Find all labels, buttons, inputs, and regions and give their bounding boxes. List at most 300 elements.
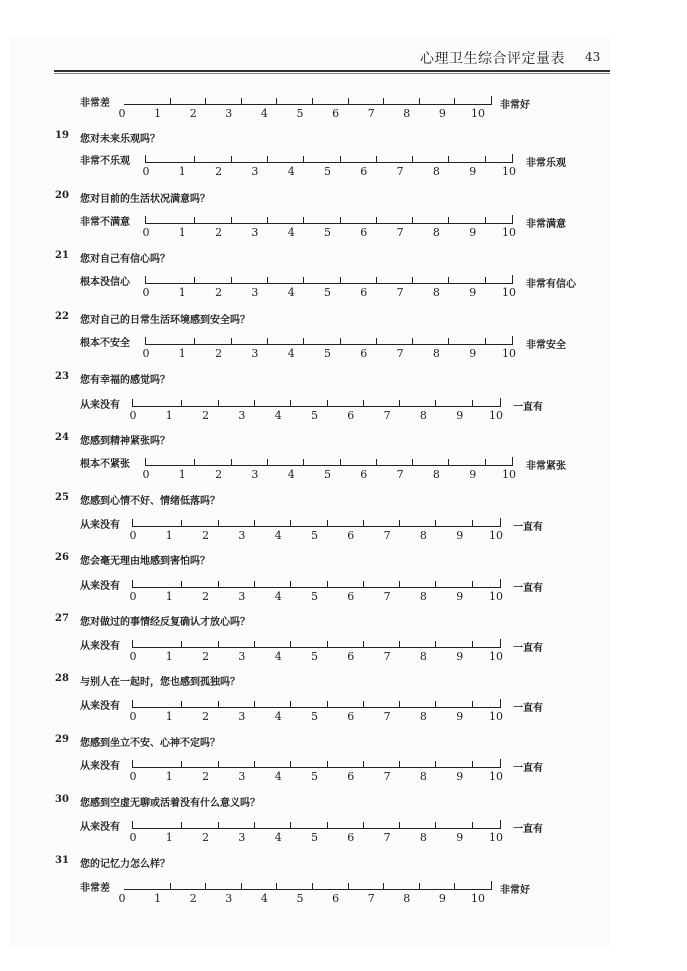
scale-number[interactable]: 1 <box>165 650 173 663</box>
scale-number[interactable]: 3 <box>238 650 246 663</box>
scale-tick <box>412 217 413 223</box>
scale-tick <box>348 883 349 889</box>
rating-scale[interactable] <box>0 637 687 667</box>
scale-number[interactable]: 4 <box>287 347 295 360</box>
scale-number[interactable]: 9 <box>456 831 464 844</box>
scale-axis-line <box>132 526 500 527</box>
scale-number[interactable]: 9 <box>469 165 477 178</box>
scale-tick <box>181 400 182 406</box>
scale-number[interactable]: 3 <box>238 409 246 422</box>
scale-number[interactable]: 8 <box>419 529 427 542</box>
scale-number[interactable]: 1 <box>178 468 186 481</box>
scale-tick <box>472 761 473 767</box>
rating-scale[interactable] <box>0 94 687 124</box>
scale-right-label: 非常满意 <box>526 219 566 230</box>
scale-right-label: 一直有 <box>513 402 543 413</box>
scale-tick <box>363 822 364 828</box>
scale-left-label: 非常差 <box>80 98 110 109</box>
scale-number[interactable]: 4 <box>274 770 282 783</box>
scale-number[interactable]: 7 <box>396 468 404 481</box>
scale-axis-line <box>132 828 500 829</box>
scale-number[interactable]: 6 <box>360 347 368 360</box>
question-number: 30 <box>55 794 69 805</box>
scale-tick <box>399 761 400 767</box>
scale-number[interactable]: 7 <box>383 831 391 844</box>
scale-number[interactable]: 4 <box>260 107 268 120</box>
scale-number[interactable]: 7 <box>383 409 391 422</box>
scale-tick <box>472 641 473 647</box>
scale-tick <box>340 156 341 162</box>
scale-axis-line <box>145 223 512 224</box>
question-text: 您对自己的日常生活环境感到安全吗？ <box>80 315 250 326</box>
page-number: 43 <box>585 50 601 64</box>
scale-tick <box>218 520 219 526</box>
scale-tick <box>290 641 291 647</box>
scale-number[interactable]: 8 <box>419 409 427 422</box>
scale-number[interactable]: 0 <box>118 892 126 905</box>
scale-tick <box>303 156 304 162</box>
scale-number[interactable]: 9 <box>469 468 477 481</box>
scale-number[interactable]: 1 <box>165 770 173 783</box>
scale-tick <box>327 701 328 707</box>
scale-tick <box>454 883 455 889</box>
rating-scale[interactable] <box>0 697 687 727</box>
scale-number[interactable]: 0 <box>142 347 150 360</box>
scale-number[interactable]: 0 <box>142 226 150 239</box>
scale-number[interactable]: 8 <box>419 831 427 844</box>
scale-number[interactable]: 6 <box>347 710 355 723</box>
scale-number[interactable]: 5 <box>311 590 318 603</box>
scale-number[interactable]: 9 <box>469 286 477 299</box>
scale-number[interactable]: 7 <box>367 892 375 905</box>
scale-number[interactable]: 1 <box>154 892 162 905</box>
scale-number[interactable]: 4 <box>274 409 282 422</box>
scale-left-label: 从来没有 <box>80 761 120 772</box>
scale-number[interactable]: 7 <box>367 107 375 120</box>
scale-number[interactable]: 10 <box>489 650 503 663</box>
scale-tick <box>303 338 304 344</box>
scale-tick <box>448 277 449 283</box>
scale-number[interactable]: 2 <box>202 650 210 663</box>
scale-number[interactable]: 6 <box>360 226 368 239</box>
scale-number[interactable]: 0 <box>129 831 137 844</box>
scale-number[interactable]: 10 <box>489 831 503 844</box>
scale-tick <box>376 156 377 162</box>
scale-tick <box>181 641 182 647</box>
scale-tick <box>254 822 255 828</box>
question-text: 您有幸福的感觉吗？ <box>80 375 170 386</box>
scale-number[interactable]: 6 <box>360 165 368 178</box>
scale-number[interactable]: 10 <box>489 710 503 723</box>
scale-tick <box>412 338 413 344</box>
running-head-title: 心理卫生综合评定量表 <box>420 51 565 67</box>
scale-axis-line <box>132 707 500 708</box>
scale-number[interactable]: 6 <box>332 892 340 905</box>
scale-number[interactable]: 7 <box>396 226 404 239</box>
scale-number[interactable]: 7 <box>396 347 404 360</box>
scale-tick <box>290 761 291 767</box>
scale-tick <box>205 98 206 104</box>
scale-number[interactable]: 10 <box>502 165 516 178</box>
scale-number[interactable]: 6 <box>360 286 368 299</box>
scale-number[interactable]: 10 <box>489 590 503 603</box>
scale-number[interactable]: 5 <box>311 770 318 783</box>
scale-number[interactable]: 8 <box>432 286 440 299</box>
scale-number[interactable]: 10 <box>502 347 516 360</box>
scale-number[interactable]: 5 <box>311 409 318 422</box>
scale-left-cap <box>132 700 133 707</box>
scale-tick <box>485 338 486 344</box>
question-text: 您对自己有信心吗？ <box>80 254 170 265</box>
scale-tick <box>254 581 255 587</box>
scale-number[interactable]: 4 <box>260 892 268 905</box>
scale-number[interactable]: 3 <box>251 468 259 481</box>
scale-tick <box>312 883 313 889</box>
scale-tick <box>290 822 291 828</box>
scale-number[interactable]: 3 <box>251 226 259 239</box>
rating-scale[interactable] <box>0 577 687 607</box>
scale-number[interactable]: 1 <box>178 286 186 299</box>
scale-number[interactable]: 9 <box>438 107 446 120</box>
scale-left-cap <box>132 519 133 526</box>
scale-left-cap <box>145 216 146 223</box>
scale-tick <box>435 581 436 587</box>
rating-scale[interactable] <box>0 213 687 243</box>
scale-number[interactable]: 1 <box>178 347 186 360</box>
scale-right-cap <box>495 518 501 527</box>
scale-tick <box>327 520 328 526</box>
rating-scale[interactable] <box>0 334 687 364</box>
scale-number[interactable]: 2 <box>215 165 223 178</box>
scale-left-label: 从来没有 <box>80 520 120 531</box>
scale-tick <box>241 98 242 104</box>
question-number: 26 <box>55 552 69 563</box>
scale-tick <box>267 338 268 344</box>
scale-tick <box>363 761 364 767</box>
scale-number[interactable]: 5 <box>324 165 331 178</box>
question-number: 25 <box>55 492 69 503</box>
scale-number[interactable]: 7 <box>396 165 404 178</box>
scale-tick <box>376 338 377 344</box>
scale-number[interactable]: 4 <box>287 286 295 299</box>
scale-tick <box>218 581 219 587</box>
scale-tick <box>181 581 182 587</box>
scale-number[interactable]: 6 <box>347 529 355 542</box>
scale-tick <box>194 338 195 344</box>
scale-tick <box>472 822 473 828</box>
scale-tick <box>435 701 436 707</box>
scale-tick <box>419 98 420 104</box>
scale-number[interactable]: 9 <box>456 770 464 783</box>
scale-number[interactable]: 1 <box>178 165 186 178</box>
scale-number[interactable]: 3 <box>251 286 259 299</box>
scale-number[interactable]: 4 <box>274 529 282 542</box>
scale-number[interactable]: 8 <box>403 107 411 120</box>
scale-left-cap <box>132 640 133 647</box>
scale-tick <box>231 338 232 344</box>
scale-axis-line <box>132 406 500 407</box>
header-rule-thin <box>54 73 610 74</box>
scale-number[interactable]: 7 <box>383 529 391 542</box>
scale-number[interactable]: 8 <box>403 892 411 905</box>
question-number: 20 <box>55 190 69 201</box>
scale-number[interactable]: 1 <box>165 529 173 542</box>
scale-number[interactable]: 10 <box>489 409 503 422</box>
scale-tick <box>170 883 171 889</box>
scale-tick <box>435 400 436 406</box>
scale-number[interactable]: 4 <box>274 831 282 844</box>
scale-number[interactable]: 5 <box>296 892 304 905</box>
scale-number[interactable]: 0 <box>129 650 137 663</box>
scale-number[interactable]: 1 <box>165 710 173 723</box>
scale-number[interactable]: 1 <box>165 409 173 422</box>
scale-right-label: 非常安全 <box>526 340 566 351</box>
scale-number[interactable]: 3 <box>238 831 246 844</box>
scale-tick <box>194 217 195 223</box>
scale-tick <box>218 400 219 406</box>
scale-number[interactable]: 7 <box>383 650 391 663</box>
scale-axis-line <box>132 647 500 648</box>
scale-axis-line <box>145 162 512 163</box>
scale-number[interactable]: 8 <box>432 347 440 360</box>
scale-number[interactable]: 9 <box>456 710 464 723</box>
rating-scale[interactable] <box>0 152 687 182</box>
scale-right-label: 一直有 <box>513 583 543 594</box>
scale-number[interactable]: 1 <box>165 590 173 603</box>
scale-number[interactable]: 1 <box>165 831 173 844</box>
scale-number[interactable]: 4 <box>287 226 295 239</box>
rating-scale[interactable] <box>0 396 687 426</box>
scale-right-cap <box>495 759 501 768</box>
scale-tick <box>448 156 449 162</box>
scale-right-cap <box>495 699 501 708</box>
scale-number[interactable]: 5 <box>324 468 331 481</box>
scale-right-cap <box>507 457 513 466</box>
scale-number[interactable]: 3 <box>225 892 233 905</box>
scale-tick <box>254 701 255 707</box>
scale-number[interactable]: 2 <box>202 409 210 422</box>
scale-tick <box>231 217 232 223</box>
scale-number[interactable]: 8 <box>432 165 440 178</box>
rating-scale[interactable] <box>0 757 687 787</box>
scale-number[interactable]: 4 <box>274 710 282 723</box>
scale-number[interactable]: 5 <box>324 286 331 299</box>
scale-number[interactable]: 6 <box>347 409 355 422</box>
scale-number[interactable]: 0 <box>142 286 150 299</box>
scale-number[interactable]: 10 <box>502 468 516 481</box>
rating-scale[interactable] <box>0 879 687 909</box>
scale-tick <box>254 761 255 767</box>
scale-number[interactable]: 9 <box>456 409 464 422</box>
scale-number[interactable]: 1 <box>178 226 186 239</box>
scale-number[interactable]: 10 <box>489 529 503 542</box>
scale-tick <box>435 822 436 828</box>
scale-number[interactable]: 2 <box>189 892 197 905</box>
rating-scale[interactable] <box>0 455 687 485</box>
scale-number[interactable]: 10 <box>489 770 503 783</box>
scale-number[interactable]: 2 <box>215 226 223 239</box>
scale-number[interactable]: 10 <box>471 892 485 905</box>
scale-number[interactable]: 8 <box>419 710 427 723</box>
scale-number[interactable]: 9 <box>456 590 464 603</box>
scale-number[interactable]: 4 <box>287 468 295 481</box>
scale-tick <box>435 641 436 647</box>
scale-number[interactable]: 3 <box>225 107 233 120</box>
scale-number[interactable]: 6 <box>332 107 340 120</box>
scale-number[interactable]: 6 <box>347 590 355 603</box>
scale-tick <box>181 761 182 767</box>
scale-axis-line <box>145 465 512 466</box>
scale-tick <box>448 459 449 465</box>
scale-number[interactable]: 1 <box>154 107 162 120</box>
question-text: 您会毫无理由地感到害怕吗？ <box>80 556 210 567</box>
scale-tick <box>327 822 328 828</box>
question-number: 28 <box>55 673 69 684</box>
scale-number[interactable]: 9 <box>456 650 464 663</box>
scale-number[interactable]: 5 <box>311 529 318 542</box>
scale-number[interactable]: 0 <box>129 409 137 422</box>
scale-number[interactable]: 8 <box>432 226 440 239</box>
scale-right-cap <box>507 336 513 345</box>
scale-right-label: 一直有 <box>513 763 543 774</box>
question-text: 您感到空虚无聊或活着没有什么意义吗？ <box>80 798 260 809</box>
scale-tick <box>399 822 400 828</box>
scale-number[interactable]: 9 <box>469 226 477 239</box>
rating-scale[interactable] <box>0 818 687 848</box>
scale-left-cap <box>132 399 133 406</box>
scale-tick <box>485 156 486 162</box>
scale-number[interactable]: 10 <box>471 107 485 120</box>
scale-left-label: 从来没有 <box>80 581 120 592</box>
scale-tick <box>412 156 413 162</box>
scale-number[interactable]: 8 <box>432 468 440 481</box>
rating-scale[interactable] <box>0 516 687 546</box>
scale-number[interactable]: 4 <box>274 590 282 603</box>
scale-left-cap <box>132 580 133 587</box>
scale-tick <box>194 459 195 465</box>
scale-number[interactable]: 10 <box>502 286 516 299</box>
scale-right-cap <box>486 881 492 890</box>
scale-axis-line <box>145 283 512 284</box>
scale-number[interactable]: 2 <box>215 286 223 299</box>
scale-tick <box>194 156 195 162</box>
scale-number[interactable]: 9 <box>456 529 464 542</box>
scale-number[interactable]: 0 <box>129 590 137 603</box>
question-number: 27 <box>55 613 69 624</box>
scale-tick <box>363 581 364 587</box>
scale-number[interactable]: 8 <box>419 770 427 783</box>
scale-axis-line <box>145 344 512 345</box>
scale-tick <box>290 520 291 526</box>
scale-tick <box>267 156 268 162</box>
rating-scale[interactable] <box>0 273 687 303</box>
scale-number[interactable]: 7 <box>383 590 391 603</box>
scale-number[interactable]: 0 <box>142 165 150 178</box>
question-text: 您对目前的生活状况满意吗？ <box>80 194 210 205</box>
scale-number[interactable]: 2 <box>189 107 197 120</box>
scale-tick <box>448 338 449 344</box>
scale-number[interactable]: 5 <box>311 831 318 844</box>
scale-tick <box>303 217 304 223</box>
scale-number[interactable]: 6 <box>360 468 368 481</box>
scale-number[interactable]: 3 <box>238 529 246 542</box>
scale-number[interactable]: 0 <box>129 529 137 542</box>
scale-number[interactable]: 3 <box>251 347 259 360</box>
scale-number[interactable]: 3 <box>238 710 246 723</box>
scale-number[interactable]: 4 <box>287 165 295 178</box>
scale-number[interactable]: 5 <box>324 226 331 239</box>
scale-number[interactable]: 5 <box>311 650 318 663</box>
scale-number[interactable]: 0 <box>129 710 137 723</box>
scale-left-label: 根本没信心 <box>80 277 130 288</box>
scale-tick <box>267 217 268 223</box>
scale-number[interactable]: 3 <box>251 165 259 178</box>
scale-tick <box>399 400 400 406</box>
scale-tick <box>485 277 486 283</box>
scale-number[interactable]: 4 <box>274 650 282 663</box>
scale-tick <box>472 400 473 406</box>
scale-number[interactable]: 9 <box>469 347 477 360</box>
scale-tick <box>276 98 277 104</box>
scale-tick <box>181 520 182 526</box>
scale-right-label: 一直有 <box>513 522 543 533</box>
scale-number[interactable]: 2 <box>202 770 210 783</box>
scale-tick <box>435 520 436 526</box>
scale-number[interactable]: 2 <box>202 831 210 844</box>
scale-left-label: 非常不乐观 <box>80 156 130 167</box>
scale-right-cap <box>495 579 501 588</box>
scale-number[interactable]: 2 <box>215 468 223 481</box>
scale-left-label: 从来没有 <box>80 641 120 652</box>
scale-number[interactable]: 7 <box>383 770 391 783</box>
scale-number[interactable]: 7 <box>396 286 404 299</box>
scale-number[interactable]: 2 <box>215 347 223 360</box>
scale-number[interactable]: 5 <box>296 107 304 120</box>
scale-number[interactable]: 8 <box>419 650 427 663</box>
scale-tick <box>218 822 219 828</box>
scale-number[interactable]: 2 <box>202 590 210 603</box>
scale-number[interactable]: 3 <box>238 770 246 783</box>
scale-number[interactable]: 0 <box>118 107 126 120</box>
scale-tick <box>399 641 400 647</box>
scale-number[interactable]: 5 <box>311 710 318 723</box>
scale-number[interactable]: 8 <box>419 590 427 603</box>
scale-tick <box>254 520 255 526</box>
scale-tick <box>399 520 400 526</box>
scale-right-label: 一直有 <box>513 824 543 835</box>
scale-number[interactable]: 0 <box>129 770 137 783</box>
scale-tick <box>363 701 364 707</box>
scale-tick <box>363 400 364 406</box>
scale-number[interactable]: 2 <box>202 710 210 723</box>
scale-number[interactable]: 6 <box>347 770 355 783</box>
scale-number[interactable]: 6 <box>347 650 355 663</box>
scale-number[interactable]: 0 <box>142 468 150 481</box>
scale-number[interactable]: 9 <box>438 892 446 905</box>
scale-tick <box>472 581 473 587</box>
scale-number[interactable]: 6 <box>347 831 355 844</box>
scale-axis-line <box>132 587 500 588</box>
scale-tick <box>231 156 232 162</box>
scale-number[interactable]: 10 <box>502 226 516 239</box>
scale-number[interactable]: 2 <box>202 529 210 542</box>
scale-number[interactable]: 7 <box>383 710 391 723</box>
scale-tick <box>312 98 313 104</box>
scale-tick <box>340 277 341 283</box>
scale-left-label: 从来没有 <box>80 822 120 833</box>
scale-number[interactable]: 5 <box>324 347 331 360</box>
scale-number[interactable]: 3 <box>238 590 246 603</box>
